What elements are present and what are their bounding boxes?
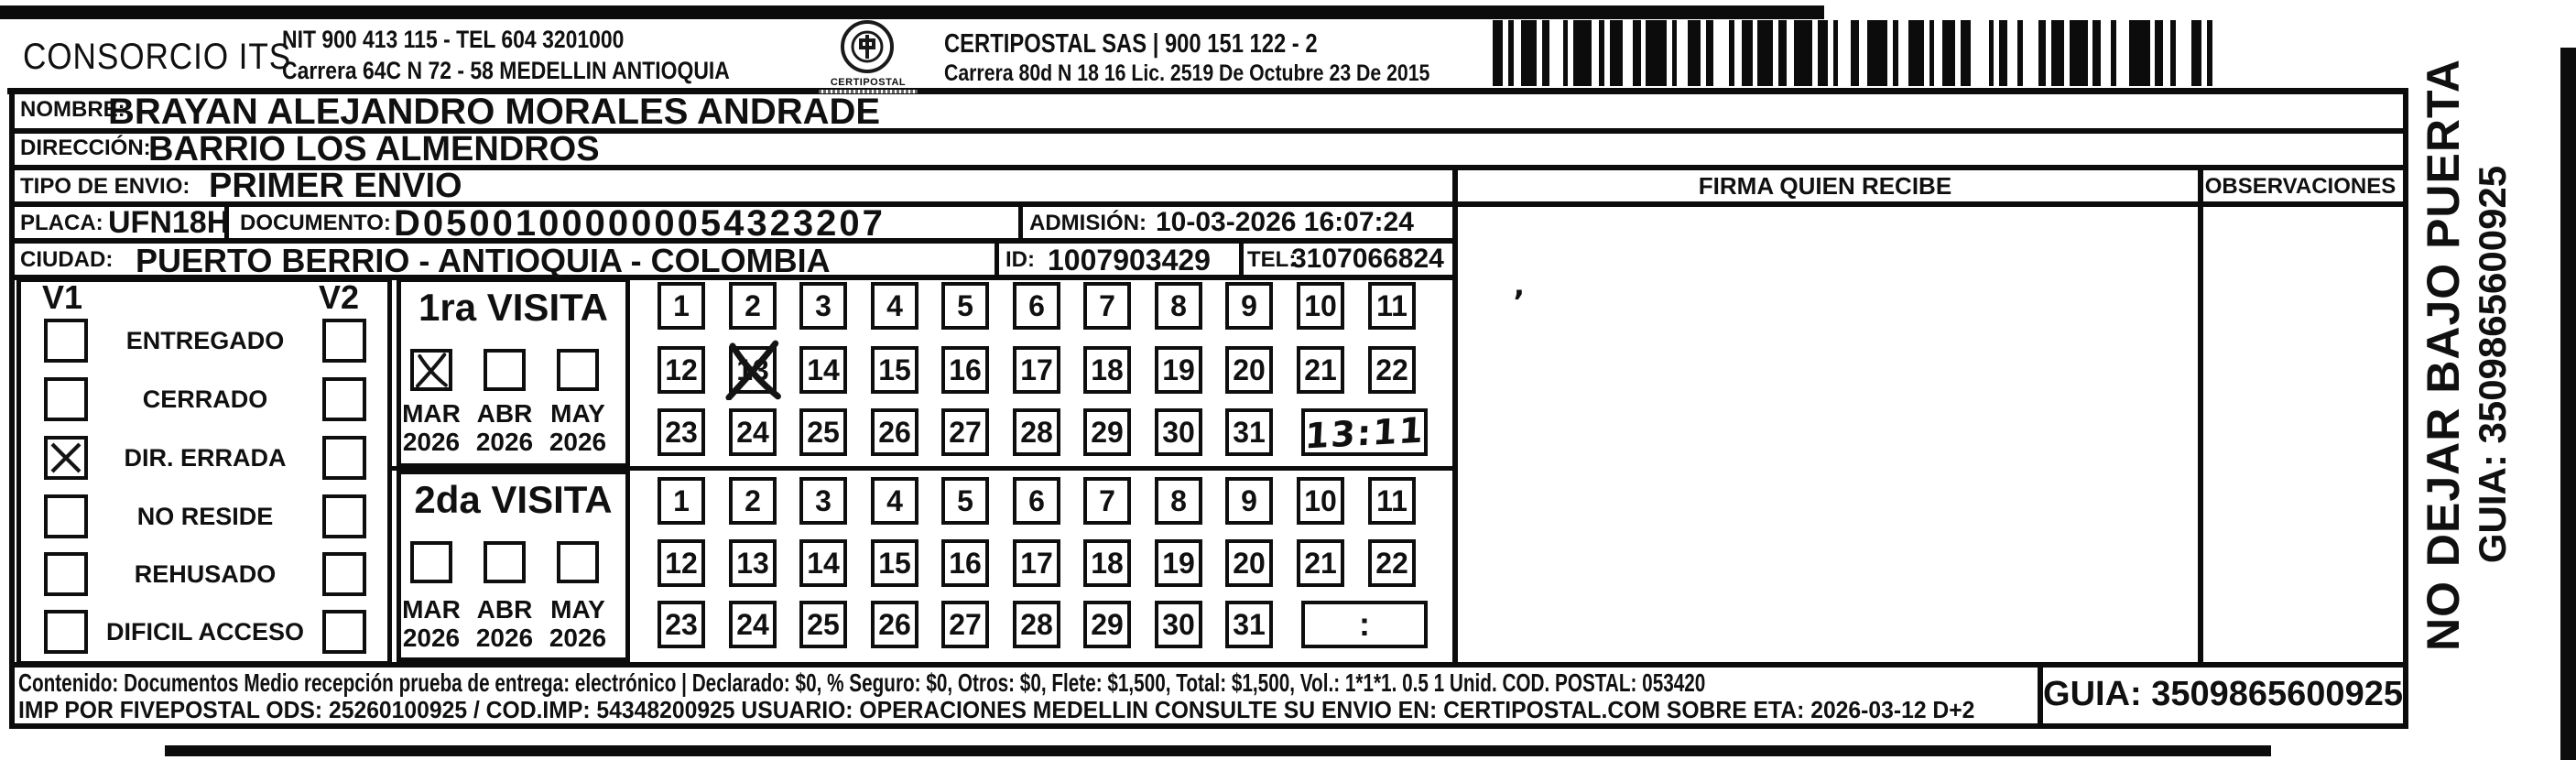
right-edge-scan-bar <box>2560 48 2576 760</box>
visita1-day-cell-27: 27 <box>941 408 989 456</box>
visita1-day-cell-7: 7 <box>1083 282 1131 330</box>
status-label-cerrado: CERRADO <box>142 385 268 413</box>
x-mark-icon <box>48 440 84 476</box>
bottom-scan-line <box>165 745 2271 756</box>
visita1-time-box <box>1301 408 1428 456</box>
status-label-entregado: ENTREGADO <box>125 327 285 354</box>
visita2-month-checkbox-abr <box>484 541 526 583</box>
v2-checkbox-no-reside <box>322 494 366 538</box>
visita2-day-cell-10: 10 <box>1297 477 1344 525</box>
visita2-month-checkbox-may <box>557 541 599 583</box>
footer-guia-number: GUIA: 3509865600925 <box>2043 675 2403 713</box>
barcode-bar <box>1794 20 1812 86</box>
v1-column-label: V1 <box>42 278 83 316</box>
top-border-line <box>0 5 1824 19</box>
visita1-year-label-abr: 2026 <box>475 428 534 456</box>
tel-value: 3107066824 <box>1291 244 1444 274</box>
visita1-day-cell-22: 22 <box>1368 346 1416 394</box>
visita1-time-handwritten: 13:11 <box>1303 409 1427 457</box>
visita2-day-cell-7: 7 <box>1083 477 1131 525</box>
visita1-day-13-handwritten-cross <box>723 340 783 400</box>
barcode-bar <box>1646 20 1667 86</box>
visita2-day-cell-22: 22 <box>1368 539 1416 587</box>
visita2-month-label-mar: MAR <box>402 595 461 624</box>
divider-firma-observaciones <box>2198 165 2203 668</box>
visita2-title: 2da VISITA <box>414 478 613 521</box>
divider-firma-left <box>1452 165 1458 668</box>
visita2-day-cell-21: 21 <box>1297 539 1344 587</box>
visita1-month-checkbox-may <box>557 349 599 391</box>
barcode-bar <box>1999 20 2007 86</box>
visita1-day-cell-21: 21 <box>1297 346 1344 394</box>
barcode-bar <box>1514 20 1522 86</box>
visita2-year-label-abr: 2026 <box>475 624 534 652</box>
divider-documento-admision <box>1018 201 1023 244</box>
visita1-day-cell-16: 16 <box>941 346 989 394</box>
visita1-day-cell-15: 15 <box>871 346 918 394</box>
visita2-day-cell-6: 6 <box>1013 477 1060 525</box>
admision-label: ADMISIÓN: <box>1029 211 1147 235</box>
visita2-day-cell-8: 8 <box>1155 477 1202 525</box>
barcode-bar <box>2212 20 2225 86</box>
tel-label: TEL: <box>1247 247 1297 272</box>
visita2-year-label-may: 2026 <box>549 624 607 652</box>
visita2-month-label-abr: ABR <box>476 595 533 624</box>
visita1-day-cell-13: 13 <box>729 346 777 394</box>
visita1-day-cell-25: 25 <box>799 408 847 456</box>
admision-value: 10-03-2026 16:07:24 <box>1156 207 1414 237</box>
barcode-bar <box>1818 20 1828 86</box>
barcode-bar <box>2070 20 2088 86</box>
barcode-bar <box>2163 20 2171 86</box>
status-label-dir-errada: DIR. ERRADA <box>124 444 287 472</box>
barcode-bar <box>1742 20 1752 86</box>
barcode-bar <box>2116 20 2129 86</box>
visita2-day-cell-31: 31 <box>1225 601 1273 648</box>
visita2-day-cell-29: 29 <box>1083 601 1131 648</box>
footer-imp-line: IMP POR FIVEPOSTAL ODS: 25260100925 / COD.IMP: 54348200925 USUARIO: OPERACIONES MEDELLIN CONSULTE SU ENVIO EN: CERTIPOSTAL.COM SOBRE ETA: 2026-03-12 D+2 <box>18 696 1975 723</box>
divider-id-tel <box>1239 238 1244 280</box>
firma-pen-mark: ‚ <box>1513 267 1525 304</box>
visita1-day-cell-14: 14 <box>799 346 847 394</box>
barcode-bar <box>1549 20 1562 86</box>
certipostal-name-line: CERTIPOSTAL SAS | 900 151 122 - 2 <box>944 29 1318 59</box>
barcode-bar <box>1859 20 1867 86</box>
visita1-day-cell-19: 19 <box>1155 346 1202 394</box>
barcode-bar <box>1851 20 1859 86</box>
barcode-bar <box>1542 20 1550 86</box>
visita2-day-cell-14: 14 <box>799 539 847 587</box>
visita2-day-cell-4: 4 <box>871 477 918 525</box>
barcode-bar <box>1898 20 1908 86</box>
id-label: ID: <box>1005 247 1035 272</box>
barcode-bar <box>1493 20 1503 86</box>
barcode-bar <box>2038 20 2047 86</box>
barcode-bar <box>2191 20 2201 86</box>
handwritten-x-icon <box>414 353 449 387</box>
visita1-day-cell-12: 12 <box>658 346 705 394</box>
visita2-day-cell-24: 24 <box>729 601 777 648</box>
company-name: CONSORCIO ITS <box>23 37 292 77</box>
visita1-month-checkbox-mar <box>410 349 452 391</box>
barcode-bar <box>2023 20 2038 86</box>
barcode-bar <box>1942 20 1955 86</box>
border-left <box>9 88 15 729</box>
visita1-day-cell-11: 11 <box>1368 282 1416 330</box>
v2-checkbox-cerrado <box>322 377 366 421</box>
barcode-bar <box>1787 20 1795 86</box>
handwritten-x-icon <box>723 340 783 400</box>
status-label-no-reside: NO RESIDE <box>136 503 274 530</box>
visita2-day-cell-9: 9 <box>1225 477 1273 525</box>
tipo-envio-label: TIPO DE ENVIO: <box>20 174 190 199</box>
visita1-day-cell-3: 3 <box>799 282 847 330</box>
visita2-year-label-mar: 2026 <box>402 624 461 652</box>
barcode-bar <box>2101 20 2111 86</box>
side-warning-text: NO DEJAR BAJO PUERTA <box>2418 59 2469 651</box>
divider-ciudad-id <box>995 238 999 280</box>
company-nit-line: NIT 900 413 115 - TEL 604 3201000 <box>282 26 625 53</box>
visita1-day-cell-29: 29 <box>1083 408 1131 456</box>
barcode-bar <box>1633 20 1641 86</box>
observaciones-header: OBSERVACIONES <box>2204 174 2397 199</box>
visita2-time-colon: : <box>1359 605 1370 643</box>
placa-value: UFN18H <box>108 205 230 240</box>
visita2-day-cell-27: 27 <box>941 601 989 648</box>
status-label-dificil-acceso: DIFICIL ACCESO <box>105 618 304 646</box>
visita2-day-cell-12: 12 <box>658 539 705 587</box>
v2-checkbox-rehusado <box>322 552 366 596</box>
documento-value: D05001000000054323207 <box>394 203 886 244</box>
barcode-bar <box>1867 20 1888 86</box>
barcode-bar <box>1610 20 1623 86</box>
v1-checkbox-cerrado <box>44 377 88 421</box>
v1-checkbox-rehusado <box>44 552 88 596</box>
visita1-month-label-may: MAY <box>550 399 605 428</box>
certipostal-logo-glyph <box>844 24 890 70</box>
barcode-bar <box>1934 20 1942 86</box>
visita2-day-cell-15: 15 <box>871 539 918 587</box>
barcode-bar <box>1573 20 1592 86</box>
barcode-bar <box>1623 20 1633 86</box>
barcode-bar <box>1778 20 1787 86</box>
visita2-day-cell-5: 5 <box>941 477 989 525</box>
visita1-day-cell-28: 28 <box>1013 408 1060 456</box>
barcode-bar <box>1908 20 1924 86</box>
visita1-day-cell-5: 5 <box>941 282 989 330</box>
barcode-bar <box>1757 20 1773 86</box>
visita2-day-cell-3: 3 <box>799 477 847 525</box>
visita1-day-cell-26: 26 <box>871 408 918 456</box>
visita1-day-cell-8: 8 <box>1155 282 1202 330</box>
documento-label: DOCUMENTO: <box>240 211 391 235</box>
visita1-day-cell-4: 4 <box>871 282 918 330</box>
visita1-year-label-may: 2026 <box>549 428 607 456</box>
visita2-day-cell-17: 17 <box>1013 539 1060 587</box>
barcode-bar <box>1713 20 1729 86</box>
footer-content-line: Contenido: Documentos Medio recepción prueba de entrega: electrónico | Declarado: $0, % Seguro: $0, Otros: $0, Flete: $1,500, Total: $1,500, Vol.: 1*1*1. 0.5 1 Unid. COD. POSTAL: 053420 <box>18 668 1706 697</box>
barcode-bar <box>1971 20 1989 86</box>
visita2-day-cell-23: 23 <box>658 601 705 648</box>
barcode-bar <box>2051 20 2064 86</box>
barcode-bar <box>1706 20 1714 86</box>
visita1-year-label-mar: 2026 <box>402 428 461 456</box>
id-value: 1007903429 <box>1048 244 1211 277</box>
barcode-bar <box>1734 20 1743 86</box>
nombre-label: NOMBRE: <box>20 97 125 122</box>
visita1-day-cell-9: 9 <box>1225 282 1273 330</box>
direccion-value: BARRIO LOS ALMENDROS <box>148 130 600 168</box>
v2-column-label: V2 <box>319 278 360 316</box>
barcode-bar <box>1592 20 1600 86</box>
barcode-bar <box>1838 20 1851 86</box>
v1-checkbox-dificil-acceso <box>44 610 88 654</box>
visita1-month-checkbox-abr <box>484 349 526 391</box>
visita1-month-label-abr: ABR <box>476 399 533 428</box>
visita2-month-checkbox-mar <box>410 541 452 583</box>
border-right <box>2403 88 2408 729</box>
barcode-bar <box>2007 20 2017 86</box>
visita1-day-cell-24: 24 <box>729 408 777 456</box>
visita2-month-label-may: MAY <box>550 595 605 624</box>
visita2-day-cell-28: 28 <box>1013 601 1060 648</box>
visita1-day-cell-30: 30 <box>1155 408 1202 456</box>
status-label-rehusado: REHUSADO <box>134 560 277 588</box>
visita1-day-cell-20: 20 <box>1225 346 1273 394</box>
visita2-day-cell-2: 2 <box>729 477 777 525</box>
visita2-day-cell-13: 13 <box>729 539 777 587</box>
v2-checkbox-entregado <box>322 319 366 363</box>
v1-checkbox-entregado <box>44 319 88 363</box>
visita1-day-cell-2: 2 <box>729 282 777 330</box>
barcode-bar <box>1677 20 1687 86</box>
divider-visita1-visita2 <box>392 466 1452 471</box>
firma-header: FIRMA QUIEN RECIBE <box>1698 172 1952 200</box>
visita1-day-cell-18: 18 <box>1083 346 1131 394</box>
ciudad-label: CIUDAD: <box>20 247 114 272</box>
barcode-bar <box>1521 20 1537 86</box>
certipostal-logo-caption: CERTIPOSTAL <box>830 77 907 88</box>
visita2-day-cell-20: 20 <box>1225 539 1273 587</box>
visita1-day-cell-31: 31 <box>1225 408 1273 456</box>
certipostal-license-line: Carrera 80d N 18 16 Lic. 2519 De Octubre 23 De 2015 <box>944 60 1430 86</box>
visita1-day-cell-17: 17 <box>1013 346 1060 394</box>
ciudad-value: PUERTO BERRIO - ANTIOQUIA - COLOMBIA <box>136 242 831 279</box>
side-guia-number: GUIA: 3509865600925 <box>2471 165 2514 564</box>
placa-label: PLACA: <box>20 211 103 235</box>
visita2-day-cell-25: 25 <box>799 601 847 648</box>
barcode-bar <box>2155 20 2163 86</box>
visita1-day-cell-10: 10 <box>1297 282 1344 330</box>
v2-checkbox-dificil-acceso <box>322 610 366 654</box>
barcode-bar <box>2092 20 2101 86</box>
barcode-bar <box>2176 20 2191 86</box>
barcode <box>1493 20 2225 86</box>
barcode-bar <box>1688 20 1701 86</box>
visita1-day-cell-6: 6 <box>1013 282 1060 330</box>
visita1-day-cell-23: 23 <box>658 408 705 456</box>
tipo-envio-value: PRIMER ENVIO <box>209 167 462 205</box>
visita1-title: 1ra VISITA <box>418 286 608 329</box>
visita2-day-cell-1: 1 <box>658 477 705 525</box>
v1-checkbox-dir-errada <box>44 436 88 480</box>
direccion-label: DIRECCIÓN: <box>20 136 151 160</box>
barcode-bar <box>1961 20 1971 86</box>
company-address-line: Carrera 64C N 72 - 58 MEDELLIN ANTIOQUIA <box>282 57 730 84</box>
visita2-day-cell-16: 16 <box>941 539 989 587</box>
v2-checkbox-dir-errada <box>322 436 366 480</box>
visita2-day-cell-11: 11 <box>1368 477 1416 525</box>
v1-checkbox-no-reside <box>44 494 88 538</box>
visita2-day-cell-30: 30 <box>1155 601 1202 648</box>
certipostal-logo-icon <box>841 20 894 73</box>
visita2-day-cell-26: 26 <box>871 601 918 648</box>
nombre-value: BRAYAN ALEJANDRO MORALES ANDRADE <box>108 92 881 132</box>
visita2-time-box <box>1301 601 1428 648</box>
visita1-day-cell-1: 1 <box>658 282 705 330</box>
visita2-day-cell-19: 19 <box>1155 539 1202 587</box>
visita1-month-label-mar: MAR <box>402 399 461 428</box>
barcode-bar <box>2129 20 2150 86</box>
visita2-day-cell-18: 18 <box>1083 539 1131 587</box>
